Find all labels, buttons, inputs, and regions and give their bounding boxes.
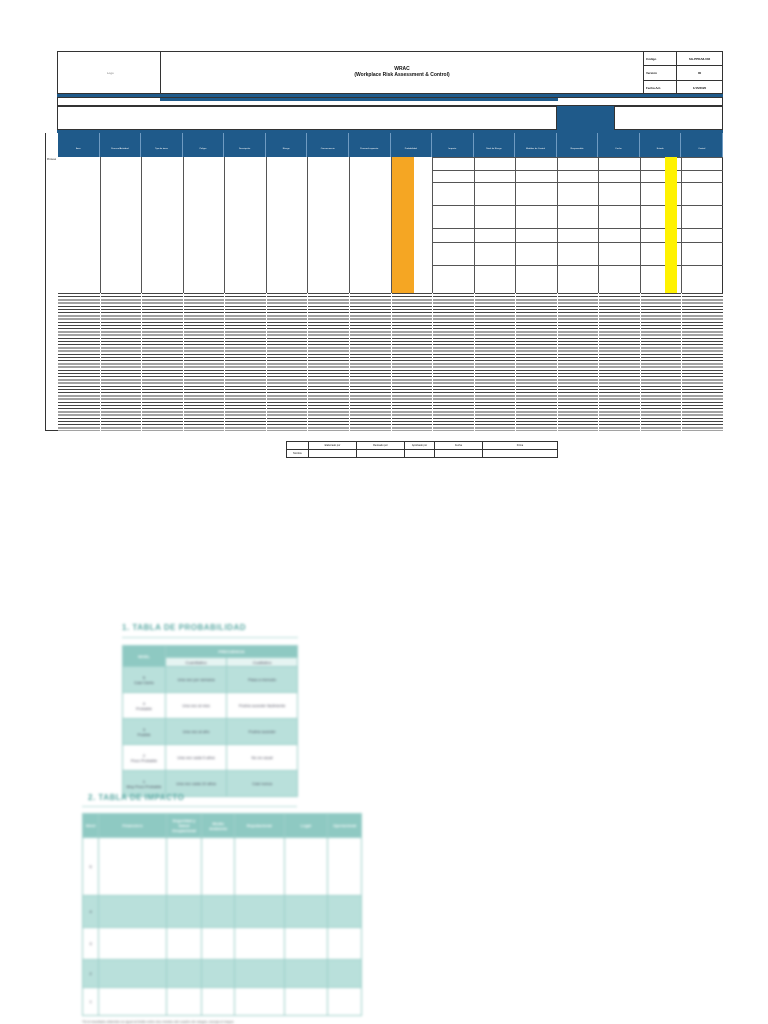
sig-label-firma: Firma [516,443,524,447]
impact-level-5: 5 [83,838,99,896]
column-header: Personal expuesto [349,133,391,157]
column-header: Probabilidad [391,133,433,157]
impact-level-4: 4 [83,896,99,928]
column-divider [266,157,267,293]
prob-qual-3: Podría suceder [227,719,298,745]
meta-value: SG-PPDA8-002 [688,56,711,61]
column-header: Peligro [183,133,225,157]
risk-table [45,133,723,431]
side-label-3 [557,118,614,130]
prob-quant-4: Una vez al mes [166,693,227,719]
empty-row-divider [183,293,184,431]
sig-label-fecha: Fecha [435,442,483,449]
column-divider [432,157,433,293]
prob-header-level: NIVEL [123,646,166,667]
empty-row-divider [474,293,475,431]
empty-row-divider [391,293,392,431]
row-divider [432,205,723,206]
probability-rule [122,637,298,638]
prob-quant-1: Una vez cada 10 años [166,771,227,797]
column-header: Responsable [557,133,599,157]
impact-h-legal: Legal [284,814,328,838]
impact-h-financial: Financiero [99,814,166,838]
logo-placeholder: Logo [107,71,114,75]
prob-level-1: 1 Muy Poco Probable [123,771,166,797]
column-header: Tipo de tarea [141,133,183,157]
column-header: Control [681,133,723,157]
column-divider [183,157,184,293]
probability-table [122,645,298,797]
table-header [58,133,723,157]
signature-value-row [287,450,557,458]
impact-h-level: Nivel [83,814,99,838]
column-divider [307,157,308,293]
column-header: Impacto [432,133,474,157]
prob-quant-3: Una vez al año [166,719,227,745]
document-title [160,51,644,94]
side-cells [614,106,723,130]
empty-row-divider [515,293,516,431]
row-divider [432,170,723,171]
column-divider [474,157,475,293]
column-divider [681,157,682,293]
column-header: Consecuencia [307,133,349,157]
empty-row-divider [681,293,682,431]
risk-level-column [392,157,415,293]
sig-label-aprobado: Aprobado por [405,442,435,449]
column-header: Medidas de Control [515,133,557,157]
empty-rows [58,293,723,431]
prob-sub-quant: Cuantitativo [166,658,227,667]
column-divider [557,157,558,293]
info-divider [160,98,558,101]
empty-row-divider [100,293,101,431]
column-header: Proceso/Actividad [100,133,142,157]
column-header: Área [58,133,100,157]
column-divider [224,157,225,293]
column-header: Descripción [224,133,266,157]
logo-cell [57,51,161,94]
impact-h-ops: Operacional [328,814,362,838]
column-header: Estado [640,133,682,157]
prob-level-4: 4 Probable [123,693,166,719]
column-divider [598,157,599,293]
impact-title: 2. TABLA DE IMPACTO [88,793,185,802]
meta-label: Código [644,52,677,65]
meta-value: 1/15/2020 [692,85,707,90]
residual-risk-column [665,157,677,293]
empty-row-divider [307,293,308,431]
info-block [57,106,557,130]
empty-row-divider [266,293,267,431]
impact-table [82,813,362,1016]
column-divider [100,157,101,293]
impact-h-health: Seguridad y Salud Ocupacional [166,814,202,838]
column-header: Riesgo [266,133,308,157]
meta-label: Fecha Act. [644,81,677,95]
meta-row-version [644,66,722,80]
prob-sub-qual: Cualitativo [227,658,298,667]
document-meta [643,51,723,94]
meta-label: Versión [644,66,677,79]
column-header: Nivel de Riesgo [474,133,516,157]
prob-level-5: 5 Casi Cierto [123,667,166,693]
row-divider [432,265,723,266]
impact-footnote: *Si el resultado obtenido es igual al limite entre dos niveles del cuadro de rangos, escoja el mayor. [82,1020,235,1024]
row-divider [432,182,723,183]
empty-row-divider [141,293,142,431]
empty-row-divider [224,293,225,431]
prob-qual-4: Podría suceder fácilmente [227,693,298,719]
column-divider [349,157,350,293]
empty-row-divider [598,293,599,431]
column-divider [141,157,142,293]
impact-level-1: 1 [83,988,99,1016]
prob-header-frequency: FRECUENCIA [166,646,298,658]
impact-rule [82,806,297,807]
impact-h-rep: Reputacional [235,814,284,838]
impact-h-env: Medio Ambiente [202,814,235,838]
prob-level-2: 2 Poco Probable [123,745,166,771]
impact-level-2: 2 [83,960,99,988]
probability-title: 1. TABLA DE PROBABILIDAD [122,623,246,632]
prob-quant-5: Una vez por semana [166,667,227,693]
empty-row-divider [349,293,350,431]
empty-row-divider [432,293,433,431]
sig-label-elaborado: Elaborado por [309,442,357,449]
signature-header-row [287,442,557,450]
probability-section [122,623,298,797]
meta-row-code [644,52,722,66]
sig-label-revisado: Revisado por [357,442,405,449]
title-line-1: WRAC [394,66,410,72]
empty-row-divider [640,293,641,431]
signature-table [286,441,558,458]
prob-qual-2: No es usual [227,745,298,771]
meta-value: 00 [697,70,702,75]
row-divider [432,157,723,158]
prob-level-3: 3 Posible [123,719,166,745]
empty-row-divider [557,293,558,431]
column-divider [515,157,516,293]
row-group-label: Proceso [47,158,57,161]
prob-qual-5: Pasa a menudo [227,667,298,693]
meta-row-date [644,81,722,95]
impact-level-3: 3 [83,928,99,960]
column-divider [640,157,641,293]
title-line-2: (Workplace Risk Assessment & Control) [354,72,450,78]
column-header: Fecha [598,133,640,157]
row-divider [432,228,723,229]
prob-qual-1: Casi nunca [227,771,298,797]
impact-section [82,793,362,1024]
prob-quant-2: Una vez cada 5 años [166,745,227,771]
sig-row-label: Nombre [287,450,309,458]
row-divider [432,242,723,243]
table-body [58,157,723,293]
